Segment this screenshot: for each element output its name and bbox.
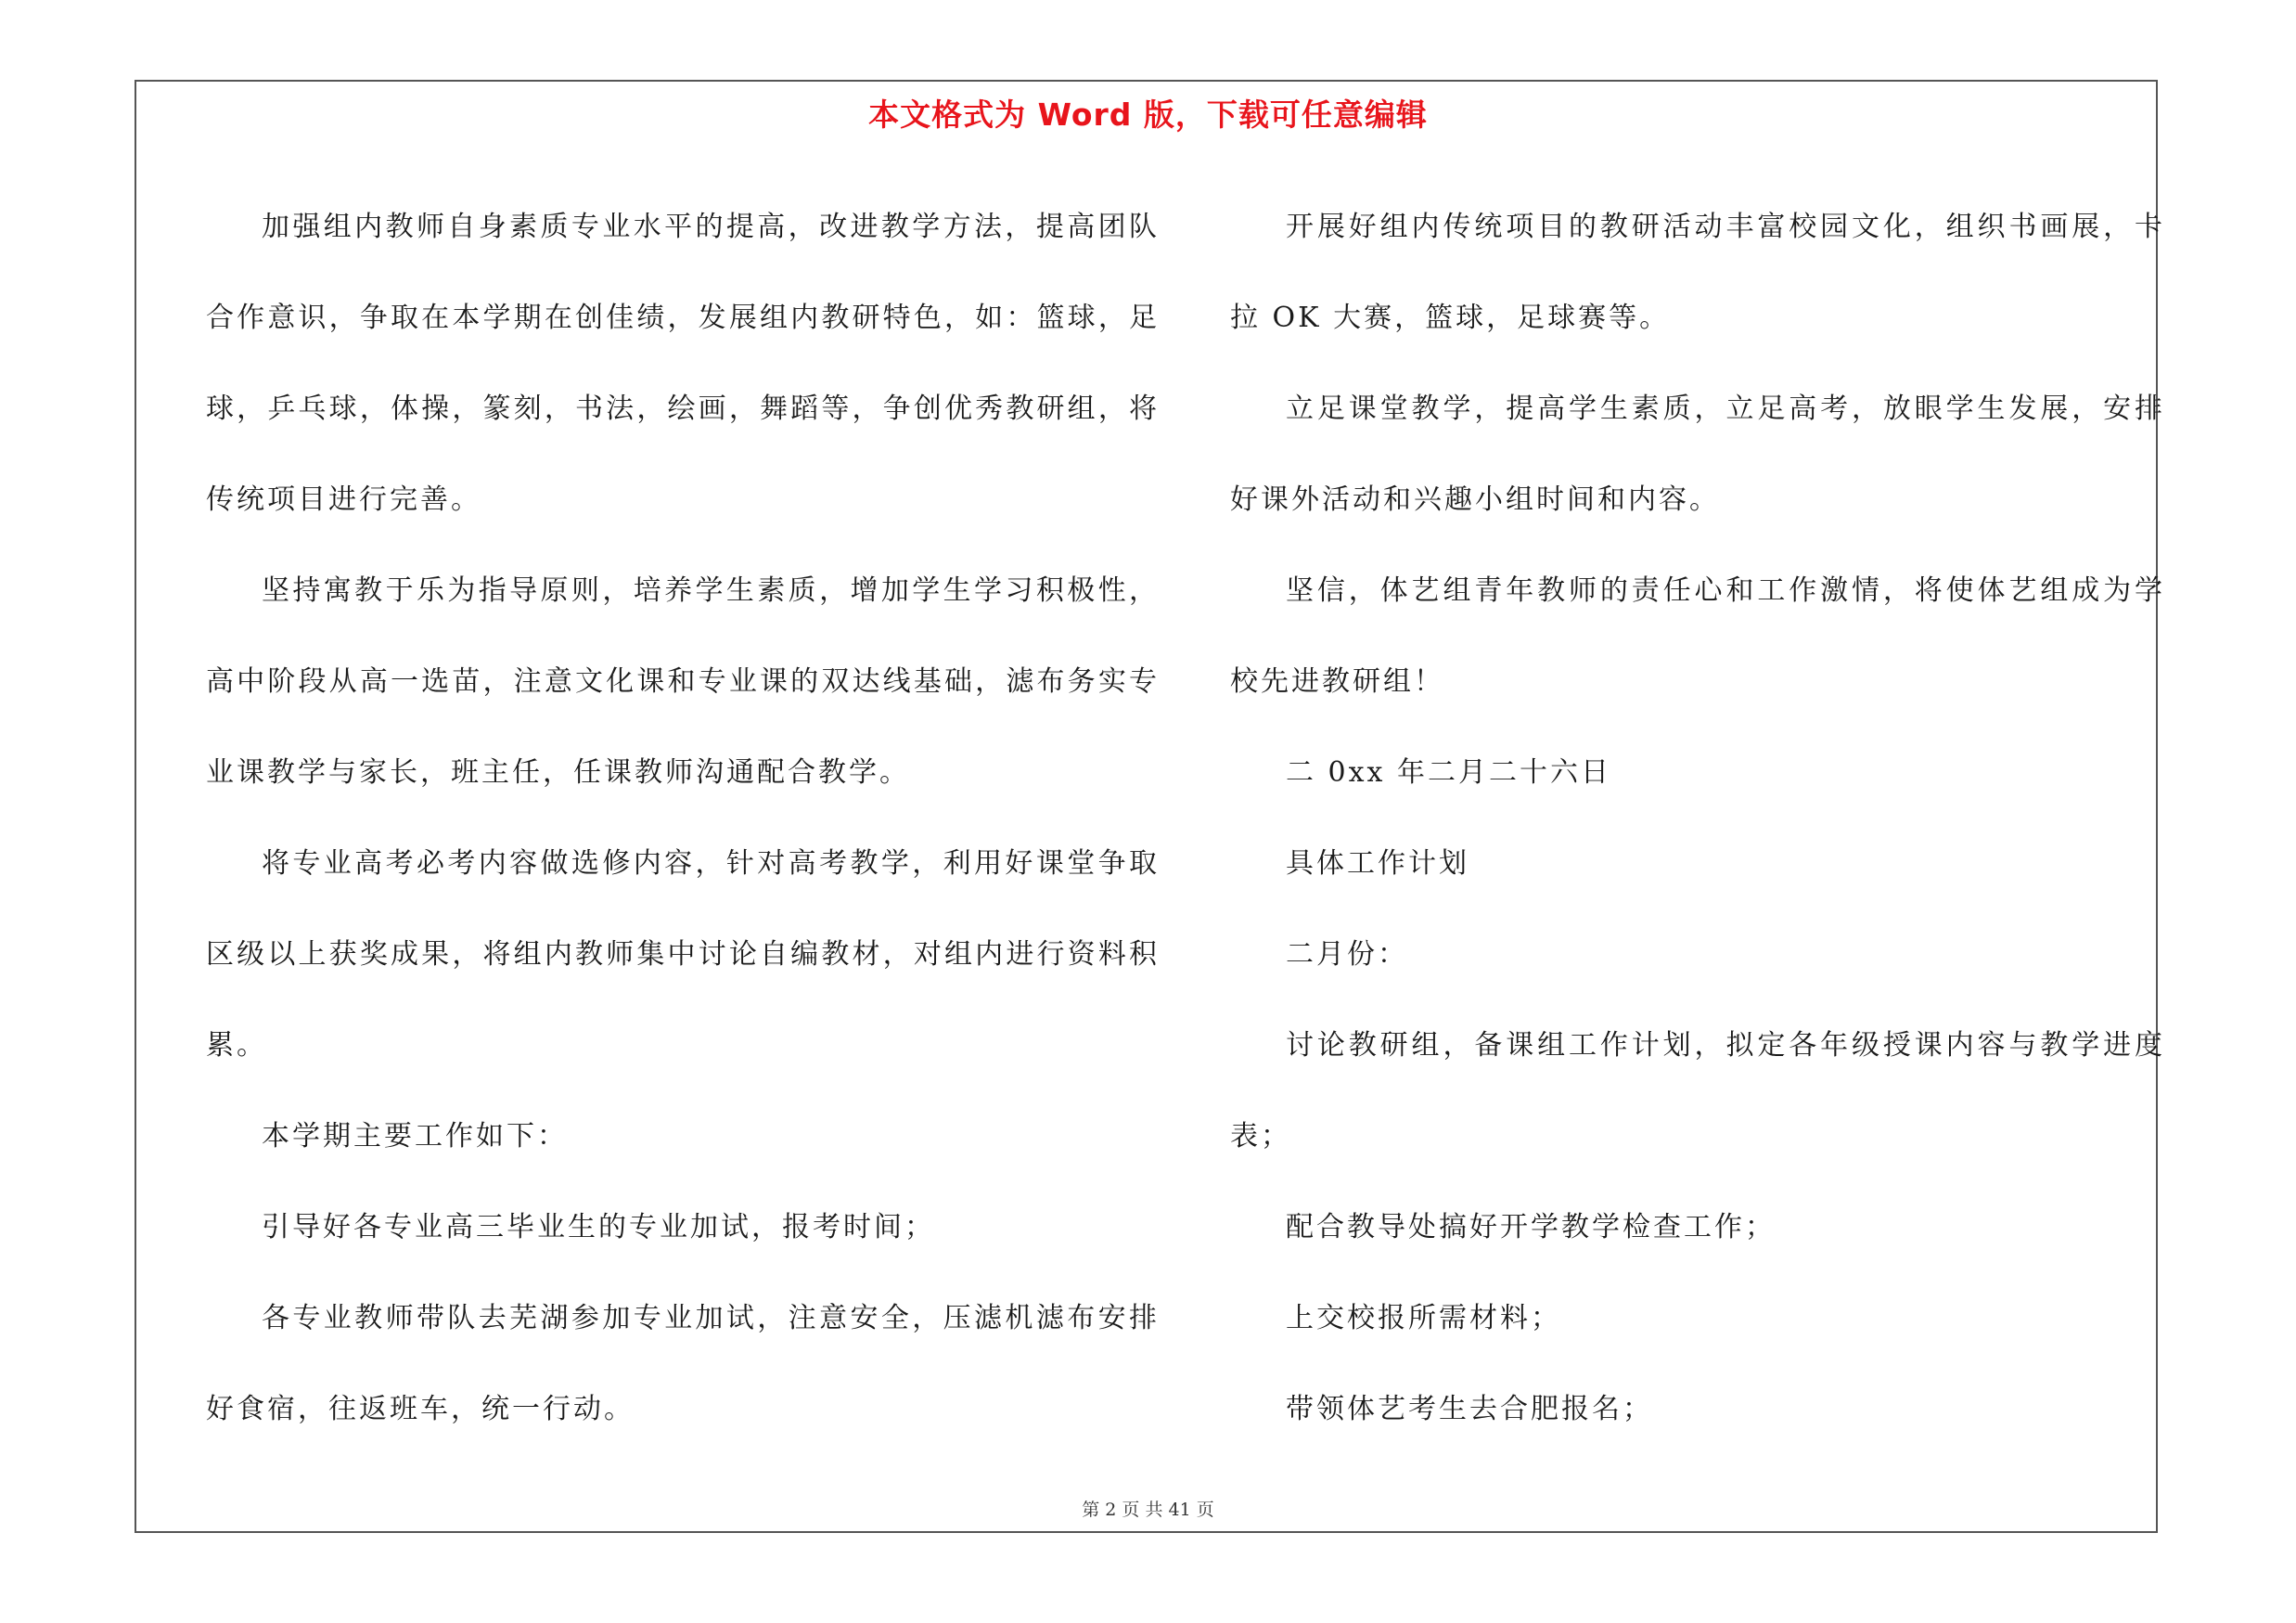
paragraph: 本学期主要工作如下： [262,1120,568,1153]
paragraph: 引导好各专业高三毕业生的专业加试，报考时间； [262,1211,935,1243]
section-heading: 具体工作计划 [1286,847,1469,880]
paragraph: 加强组内教师自身素质专业水平的提高，改进教学方法，提高团队合作意识，争取在本学期在创佳绩，发展组内教研特色，如：篮球，足球，乒乓球，体操，篆刻，书法，绘画，舞蹈等，争创优秀教研组，将传统项目进行完善。 [206,211,1160,516]
right-column [1230,182,2165,1455]
paragraph: 配合教导处搞好开学教学检查工作； [1286,1211,1776,1243]
page-number: 第 2 页 共 41 页 [1082,1500,1214,1520]
left-column [206,182,1160,1455]
paragraph: 讨论教研组，备课组工作计划，拟定各年级授课内容与教学进度表； [1230,1029,2165,1153]
paragraph: 立足课堂教学，提高学生素质，立足高考，放眼学生发展，安排好课外活动和兴趣小组时间和内容。 [1230,393,2165,516]
paragraph: 坚持寓教于乐为指导原则，培养学生素质，增加学生学习积极性，高中阶段从高一选苗，注意文化课和专业课的双达线基础，滤布务实专业课教学与家长，班主任，任课教师沟通配合教学。 [206,574,1160,789]
watermark-banner: 本文格式为 Word 版，下载可任意编辑 [868,97,1428,133]
date-line: 二 0xx 年二月二十六日 [1286,756,1611,789]
paragraph: 各专业教师带队去芜湖参加专业加试，注意安全，压滤机滤布安排好食宿，往返班车，统一行动。 [206,1302,1160,1425]
paragraph: 开展好组内传统项目的教研活动丰富校园文化，组织书画展，卡拉 OK 大赛，篮球，足球赛等。 [1230,211,2165,334]
month-heading: 二月份： [1286,938,1408,971]
paragraph: 带领体艺考生去合肥报名； [1286,1393,1653,1425]
paragraph: 上交校报所需材料； [1286,1302,1561,1334]
paragraph: 将专业高考必考内容做选修内容，针对高考教学，利用好课堂争取区级以上获奖成果，将组内教师集中讨论自编教材，对组内进行资料积累。 [206,847,1160,1062]
paragraph: 坚信，体艺组青年教师的责任心和工作激情，将使体艺组成为学校先进教研组！ [1230,574,2165,698]
